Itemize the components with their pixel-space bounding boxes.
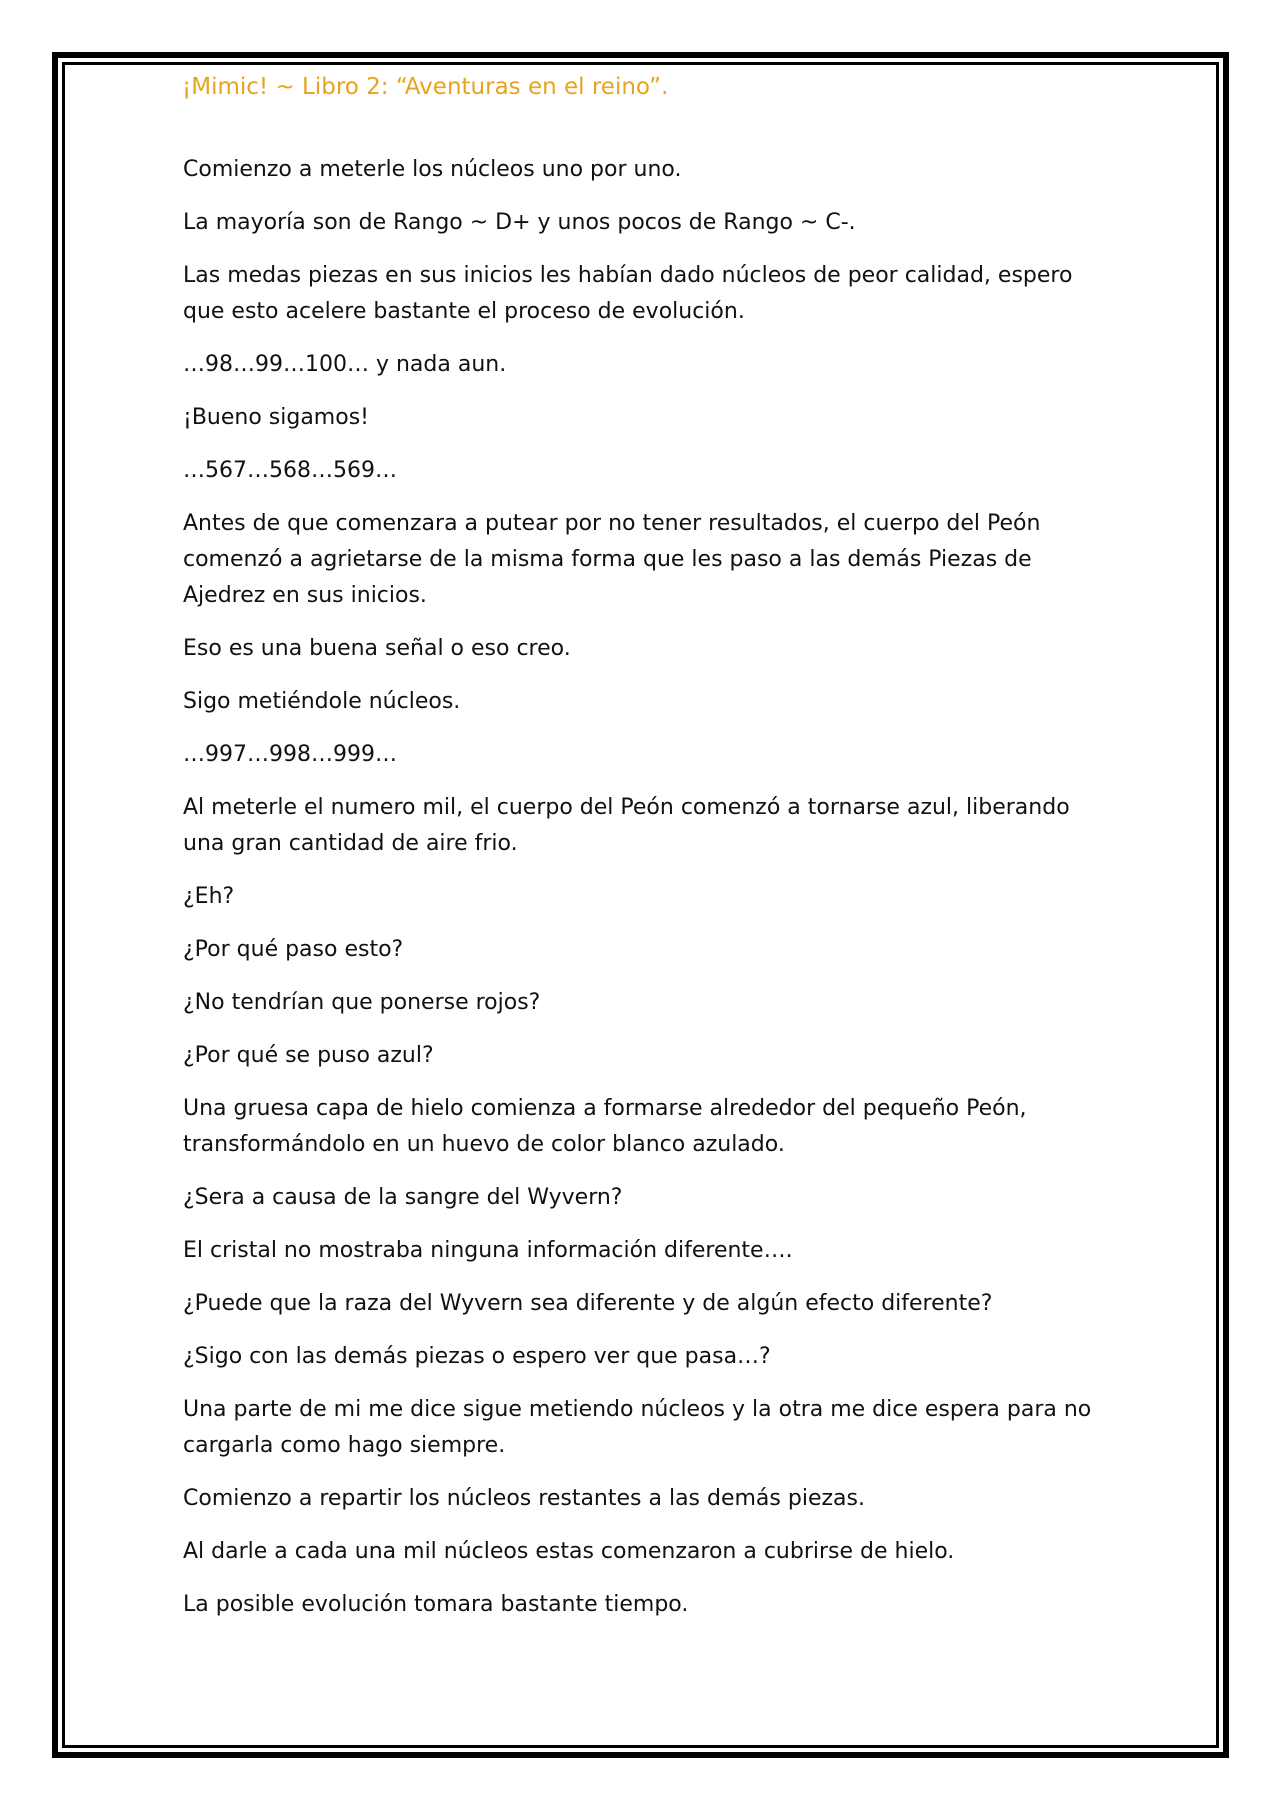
paragraph: ¿Sigo con las demás piezas o espero ver que pasa…? (183, 1344, 771, 1369)
paragraph: Una gruesa capa de hielo comienza a formarse alrededor del pequeño Peón, transformándolo en un huevo de color blanco azulado. (183, 1096, 1027, 1157)
paragraph: ¿Por qué paso esto? (183, 937, 404, 962)
paragraph: La mayoría son de Rango ~ D+ y unos pocos de Rango ~ C-. (183, 210, 856, 235)
paragraph: ¿No tendrían que ponerse rojos? (183, 990, 541, 1015)
paragraph: ¿Por qué se puso azul? (183, 1043, 434, 1068)
paragraph: ¿Sera a causa de la sangre del Wyvern? (183, 1185, 623, 1210)
paragraph: El cristal no mostraba ninguna información diferente…. (183, 1238, 793, 1263)
document-body (183, 152, 1108, 1640)
paragraph: Eso es una buena señal o eso creo. (183, 636, 571, 661)
paragraph: La posible evolución tomara bastante tiempo. (183, 1592, 689, 1617)
paragraph: ¿Eh? (183, 884, 235, 909)
paragraph: Las medas piezas en sus inicios les habían dado núcleos de peor calidad, espero que esto acelere bastante el proceso de evolución. (183, 263, 1073, 324)
paragraph: Comienzo a repartir los núcleos restantes a las demás piezas. (183, 1486, 865, 1511)
paragraph: ¡Bueno sigamos! (183, 405, 369, 430)
paragraph: Al darle a cada una mil núcleos estas comenzaron a cubrirse de hielo. (183, 1539, 955, 1564)
page-header-title: ¡Mimic! ~ Libro 2: “Aventuras en el reino”. (182, 74, 669, 100)
paragraph: Sigo metiéndole núcleos. (183, 689, 461, 714)
paragraph: …98…99…100… y nada aun. (183, 352, 507, 377)
paragraph: …997…998…999… (183, 742, 397, 767)
paragraph: Al meterle el numero mil, el cuerpo del Peón comenzó a tornarse azul, liberando una gran cantidad de aire frio. (183, 795, 1070, 856)
paragraph: Antes de que comenzara a putear por no tener resultados, el cuerpo del Peón comenzó a agrietarse de la misma forma que les paso a las demás Piezas de Ajedrez en sus inicios. (183, 511, 1041, 608)
paragraph: Una parte de mi me dice sigue metiendo núcleos y la otra me dice espera para no cargarla como hago siempre. (183, 1397, 1092, 1458)
paragraph: …567…568…569… (183, 458, 397, 483)
paragraph: ¿Puede que la raza del Wyvern sea diferente y de algún efecto diferente? (183, 1291, 993, 1316)
paragraph: Comienzo a meterle los núcleos uno por uno. (183, 157, 682, 182)
